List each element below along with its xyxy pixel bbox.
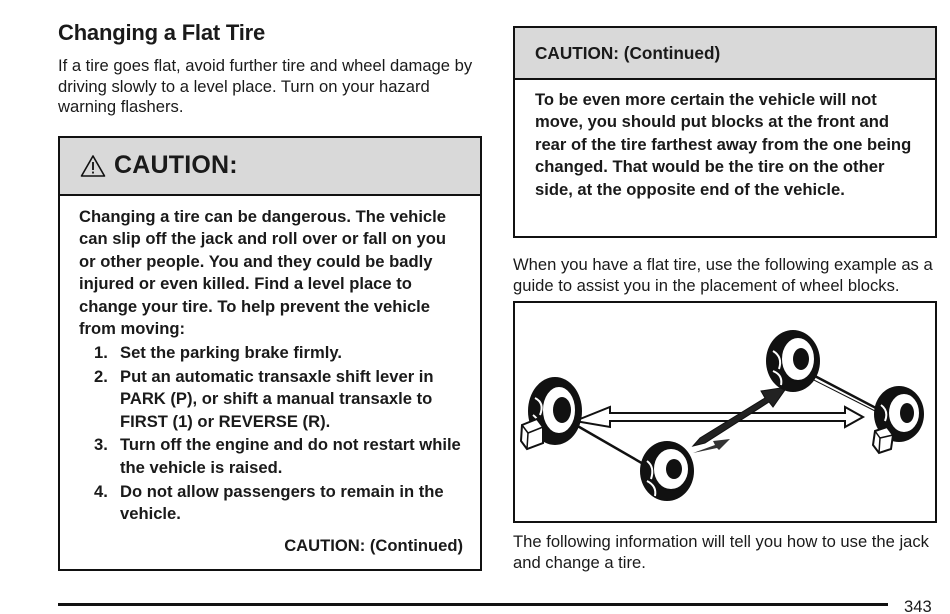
step-text: Turn off the engine and do not restart while the vehicle is raised. (120, 435, 461, 478)
warning-triangle-icon (80, 154, 106, 178)
caution-step (79, 342, 462, 365)
caution-continued-box (513, 26, 937, 238)
step-number: 2. (94, 366, 108, 386)
step-text: Do not allow passengers to remain in the vehicle. (120, 481, 444, 524)
footer-rule (58, 603, 888, 606)
wheel-blocks-illustration (515, 303, 935, 521)
step-text: Set the parking brake firmly. (120, 343, 342, 363)
left-column (58, 18, 482, 571)
caution-steps (79, 342, 462, 526)
front-right-wheel (766, 330, 820, 392)
wheel-block (873, 427, 893, 453)
step-number: 4. (94, 481, 108, 501)
caution-title: CAUTION: (114, 151, 238, 179)
caution-body (60, 196, 480, 570)
step-number: 3. (94, 435, 108, 455)
wheel-blocks-diagram (513, 301, 937, 523)
caution-continued-body: To be even more certain the vehicle will not move, you should put blocks at the front and rear of the tire farthest away from the one being changed. That would be the tire on the other side, at the opposite end of the vehicle. (535, 90, 912, 199)
caution-text: Changing a tire can be dangerous. The vehicle can slip off the jack and roll over or fall on you or other people. You and they could be badly injured or even killed. Find a level place to change your tire. To help prevent the vehicle from moving: (79, 206, 446, 339)
caution-continued-header: CAUTION: (Continued) (515, 28, 935, 80)
double-arrow (575, 407, 863, 427)
caution-box (58, 136, 482, 572)
caution-header (60, 138, 480, 196)
caution-step (79, 434, 462, 479)
wheel-block (521, 419, 543, 449)
caution-continued-label: CAUTION: (Continued) (284, 535, 463, 555)
right-column (513, 26, 937, 573)
step-number: 1. (94, 343, 108, 363)
front-left-wheel (640, 441, 694, 501)
section-title: Changing a Flat Tire (58, 20, 266, 45)
caution-step (79, 481, 462, 526)
page-number: 343 (904, 597, 932, 614)
guide-paragraph: When you have a flat tire, use the following example as a guide to assist you in the placement of wheel blocks. (513, 255, 933, 295)
intro-paragraph: If a tire goes flat, avoid further tire and wheel damage by driving slowly to a level place. Turn on your hazard warning flashers. (58, 56, 473, 116)
caution-step (79, 366, 462, 434)
step-text: Put an automatic transaxle shift lever in PARK (P), or shift a manual transaxle to FIRST (1) or REVERSE (R). (120, 366, 434, 431)
closing-paragraph: The following information will tell you how to use the jack and change a tire. (513, 532, 929, 572)
